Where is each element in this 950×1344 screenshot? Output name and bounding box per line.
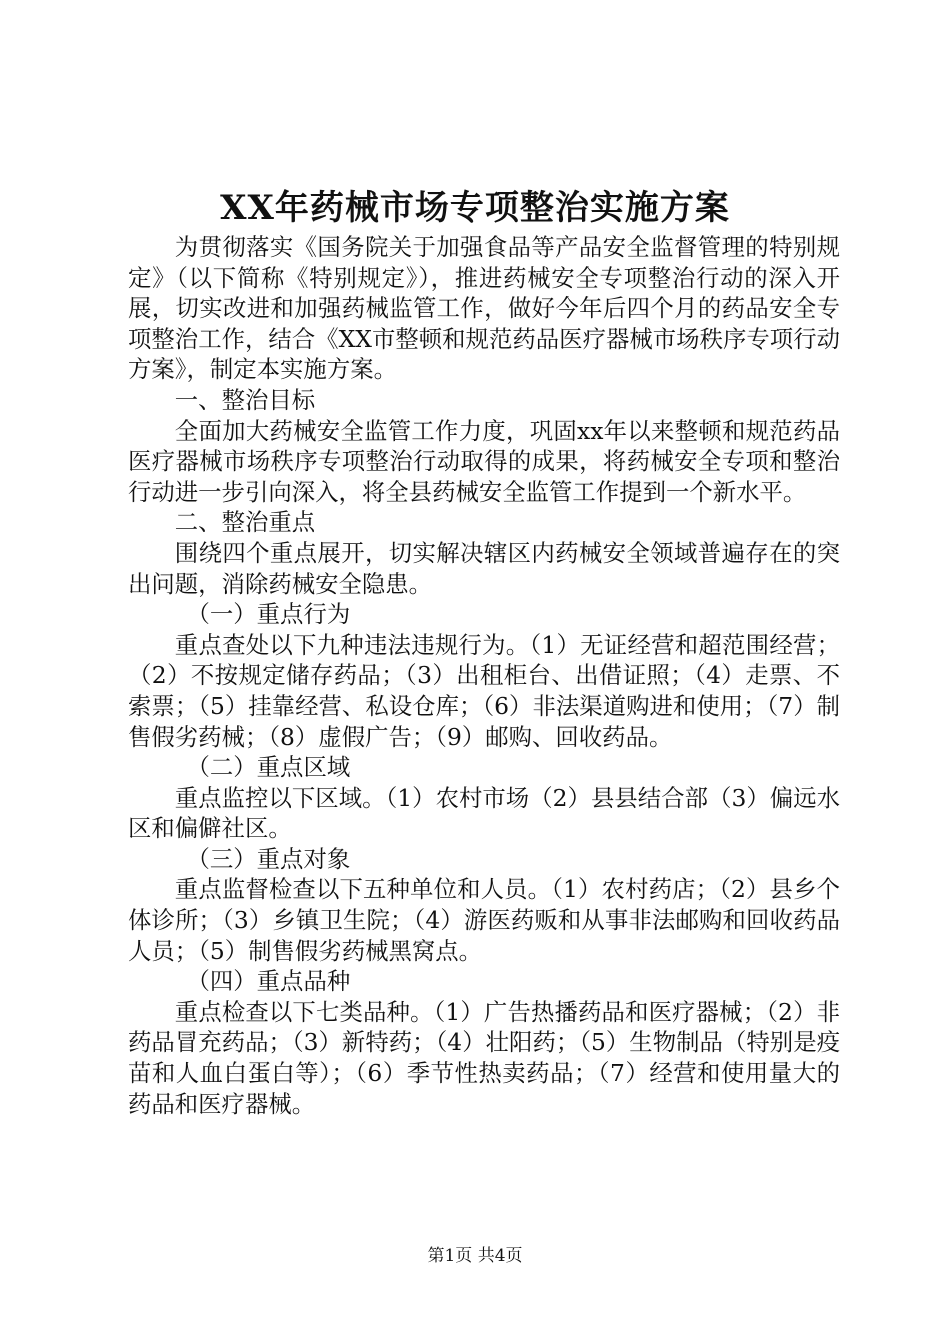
subheading-key-areas: （二）重点区域 [186,753,351,782]
subheading-key-behaviors: （一）重点行为 [186,600,351,629]
subheading-key-targets: （三）重点对象 [186,844,351,873]
focus-paragraph: 围绕四个重点展开，切实解决辖区内药械安全领域普遍存在的突出问题，消除药械安全隐患。 [128,538,840,598]
key-targets-paragraph: 重点监督检查以下五种单位和人员。（1）农村药店；（2）县乡个体诊所；（3）乡镇卫生院；（4）游医药贩和从事非法邮购和回收药品人员；（5）制售假劣药械黑窝点。 [128,875,840,965]
key-behaviors-paragraph: 重点查处以下九种违法违规行为。（1）无证经营和超范围经营；（2）不按规定储存药品；（3）出租柜台、出借证照；（4）走票、不索票；（5）挂靠经营、私设仓库；（6）非法渠道购进和使用；（7）制售假劣药械；（8）虚假广告；（9）邮购、回收药品。 [128,630,840,751]
document-body [128,232,840,1119]
key-areas-paragraph: 重点监控以下区域。（1）农村市场（2）县县结合部（3）偏远水区和偏僻社区。 [128,783,840,843]
key-varieties-paragraph: 重点检查以下七类品种。（1）广告热播药品和医疗器械；（2）非药品冒充药品；（3）新特药；（4）壮阳药；（5）生物制品（特别是疫苗和人血白蛋白等）；（6）季节性热卖药品；（7）经营和使用量大的药品和医疗器械。 [128,997,840,1118]
section-heading-goal: 一、整治目标 [174,385,316,414]
subheading-key-varieties: （四）重点品种 [186,967,351,996]
section-heading-focus: 二、整治重点 [174,508,316,537]
goal-paragraph: 全面加大药械安全监管工作力度，巩固xx年以来整顿和规范药品医疗器械市场秩序专项整治行动取得的成果，将药械安全专项和整治行动进一步引向深入，将全县药械安全监管工作提到一个新水平。 [128,416,840,506]
intro-paragraph: 为贯彻落实《国务院关于加强食品等产品安全监督管理的特别规定》（以下简称《特别规定》），推进药械安全专项整治行动的深入开展，切实改进和加强药械监管工作，做好今年后四个月的药品安全专项整治工作，结合《XX市整顿和规范药品医疗器械市场秩序专项行动方案》，制定本实施方案。 [128,233,840,384]
document-title: XX年药械市场专项整治实施方案 [220,188,730,228]
page-footer: 第1页 共4页 [427,1246,523,1266]
